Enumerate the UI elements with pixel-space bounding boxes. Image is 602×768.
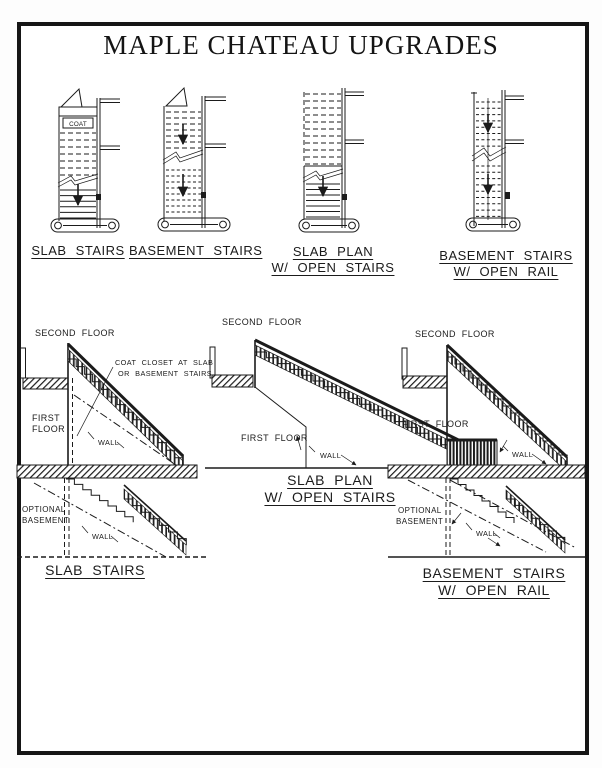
second-floor-label: SECOND FLOOR	[35, 328, 115, 338]
plan-caption-slab-plan-line1: SLAB PLAN	[292, 244, 374, 259]
first-floor-label: FIRST FLOOR	[241, 433, 308, 443]
optional-label: OPTIONAL	[22, 505, 66, 514]
second-floor-label: SECOND FLOOR	[222, 317, 302, 327]
section-caption-slab-plan-line2: W/ OPEN STAIRS	[264, 489, 396, 505]
basement-label: BASEMENT	[396, 517, 444, 526]
first-label: FIRST	[32, 413, 60, 423]
second-floor-label: SECOND FLOOR	[415, 329, 495, 339]
plan-caption-slab-stairs: SLAB STAIRS	[31, 243, 125, 258]
wall-label: WALL	[320, 451, 342, 460]
wall-label: WALL	[98, 438, 120, 447]
section-caption-basement-open-rail-line2: W/ OPEN RAIL	[438, 582, 550, 598]
floor-label: FLOOR	[32, 424, 66, 434]
coat-note-line2: OR BASEMENT STAIRS	[118, 369, 213, 378]
wall-label-basement: WALL	[476, 529, 498, 538]
plan-caption-slab-plan-line2: W/ OPEN STAIRS	[271, 260, 395, 275]
section-caption-slab-stairs: SLAB STAIRS	[45, 562, 145, 578]
sheet-title: MAPLE CHATEAU UPGRADES	[103, 30, 499, 60]
coat-label: COAT	[69, 121, 87, 128]
plan-caption-basement-open-rail-line1: BASEMENT STAIRS	[439, 248, 573, 263]
first-floor-label: FIRST FLOOR	[402, 419, 469, 429]
plan-figure-slab-stairs	[48, 86, 122, 236]
section-caption-basement-open-rail-line1: BASEMENT STAIRS	[422, 565, 566, 581]
basement-label: BASEMENT	[22, 516, 70, 525]
plan-figure-basement-stairs	[156, 86, 234, 236]
plan-caption-basement-stairs: BASEMENT STAIRS	[129, 243, 263, 258]
optional-label: OPTIONAL	[398, 506, 442, 515]
section-figure-slab-stairs	[14, 315, 214, 583]
section-caption-slab-plan-line1: SLAB PLAN	[287, 472, 373, 488]
plan-figure-slab-plan-open-stairs	[298, 88, 364, 236]
plan-figure-basement-stairs-open-rail	[460, 90, 524, 236]
wall-label-basement: WALL	[92, 532, 114, 541]
coat-note-line1: COAT CLOSET AT SLAB	[115, 358, 214, 367]
wall-label: WALL	[512, 450, 534, 459]
plan-caption-basement-open-rail-line2: W/ OPEN RAIL	[453, 264, 559, 279]
section-figure-basement-stairs-open-rail	[388, 312, 588, 562]
